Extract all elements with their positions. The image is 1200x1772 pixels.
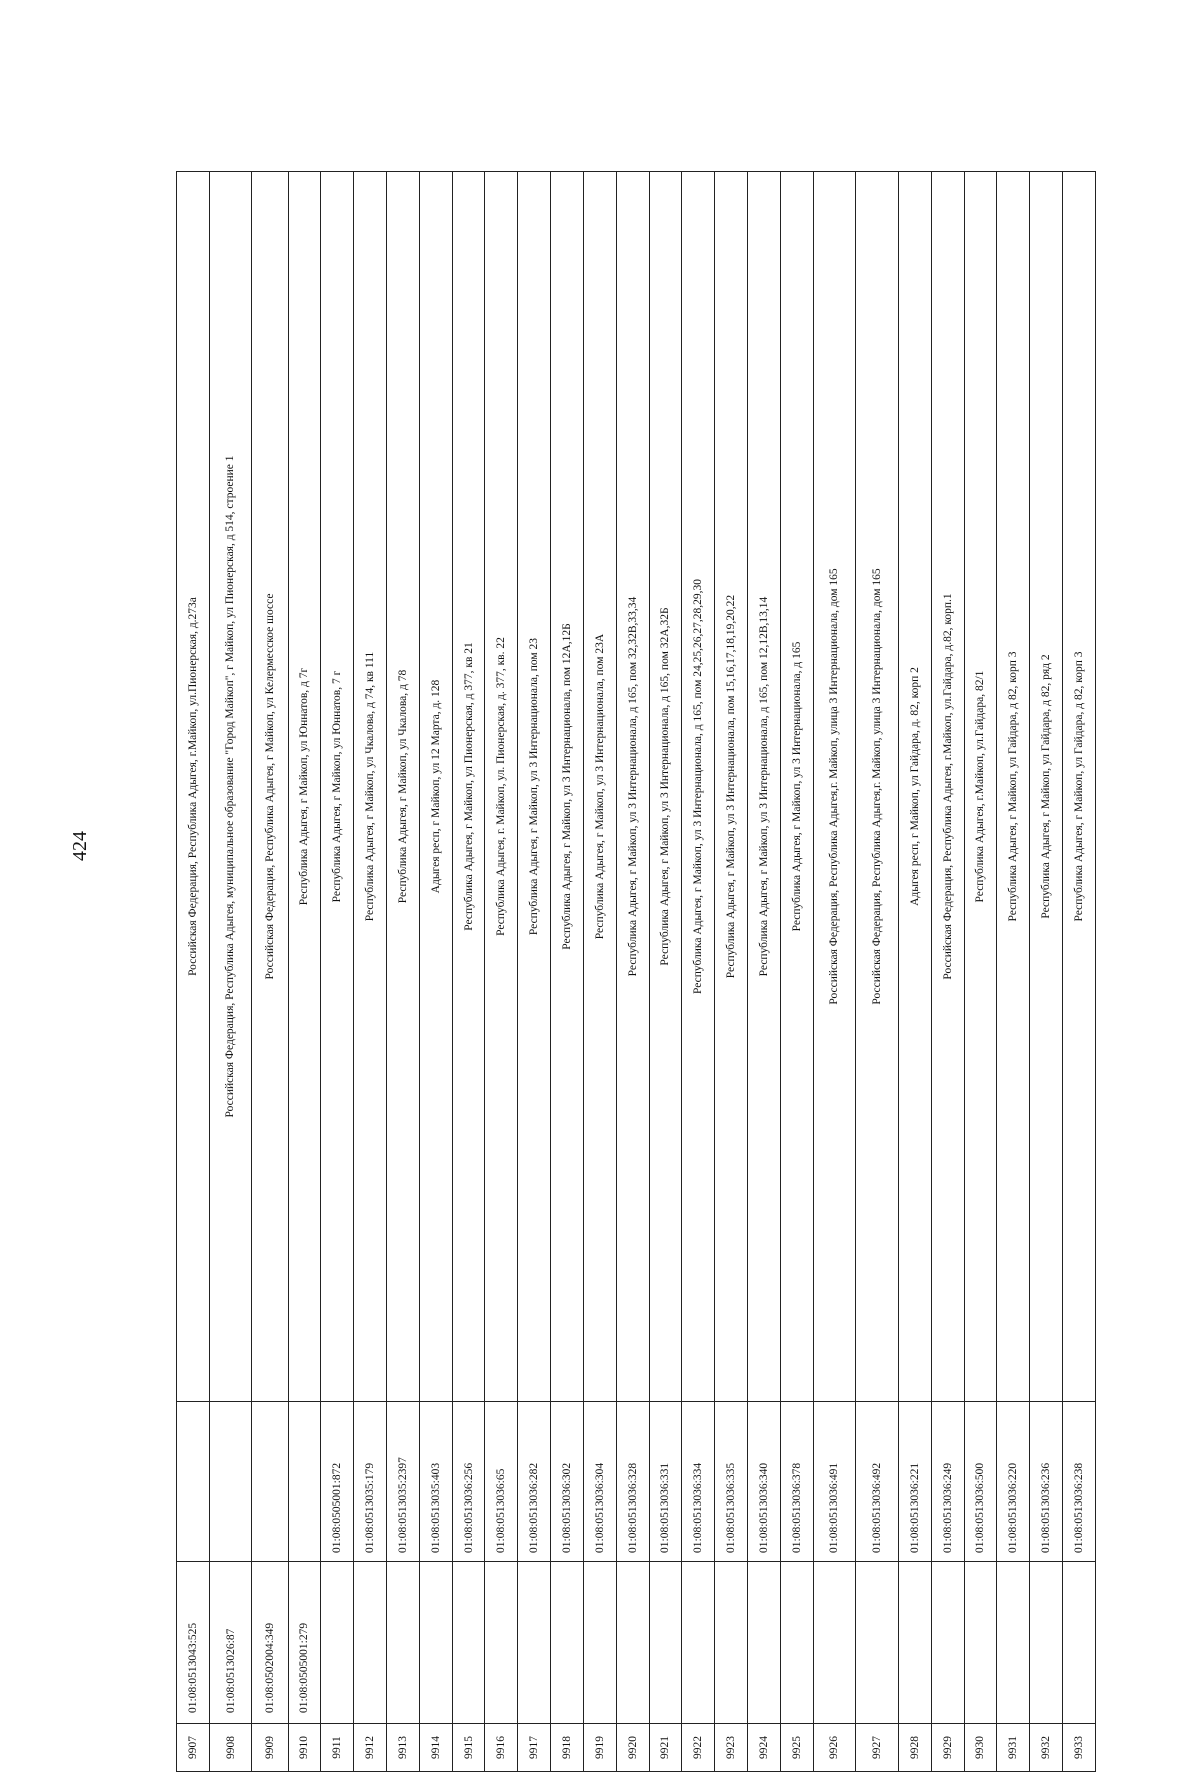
- cadastral-number-b: 01:08:0513036:256: [452, 1402, 485, 1562]
- row-number: 9933: [1062, 1724, 1095, 1772]
- cadastral-number-b: 01:08:0513036:491: [813, 1402, 856, 1562]
- row-number: 9924: [747, 1724, 780, 1772]
- address-cell: Республика Адыгея, г Майкоп, ул Гайдара, д 82, корп 3: [997, 172, 1030, 1402]
- cadastral-number-b: 01:08:0513035:179: [354, 1402, 387, 1562]
- table-row: [747, 172, 780, 1772]
- cadastral-number-b: 01:08:0513036:282: [518, 1402, 551, 1562]
- row-number: 9915: [452, 1724, 485, 1772]
- address-cell: Адыгея респ, г Майкоп, ул 12 Марта, д. 128: [419, 172, 452, 1402]
- cadastral-number-b: [177, 1402, 210, 1562]
- page-number: 424: [69, 831, 91, 861]
- cadastral-number-a: [856, 1562, 899, 1724]
- table-row: [813, 172, 856, 1772]
- address-cell: Республика Адыгея, г Майкоп, ул Гайдара, д 82, корп 3: [1062, 172, 1095, 1402]
- cadastral-number-b: 01:08:0513036:492: [856, 1402, 899, 1562]
- address-cell: Республика Адыгея, г Майкоп, ул Юннатов, 7 г: [321, 172, 354, 1402]
- row-number: 9919: [583, 1724, 616, 1772]
- table-row: [997, 172, 1030, 1772]
- cadastral-number-a: [682, 1562, 715, 1724]
- cadastral-number-a: 01:08:0505001:279: [288, 1562, 321, 1724]
- table-row: [931, 172, 964, 1772]
- cadastral-number-b: 01:08:0513036:304: [583, 1402, 616, 1562]
- cadastral-number-b: [288, 1402, 321, 1562]
- cadastral-number-a: [387, 1562, 420, 1724]
- table-row: [321, 172, 354, 1772]
- row-number: 9922: [682, 1724, 715, 1772]
- cadastral-number-a: [997, 1562, 1030, 1724]
- cadastral-number-a: [649, 1562, 682, 1724]
- address-cell: Российская Федерация, Республика Адыгея, г Майкоп, ул Келермесское шоссе: [252, 172, 288, 1402]
- row-number: 9921: [649, 1724, 682, 1772]
- table-row: [649, 172, 682, 1772]
- cadastral-number-a: [485, 1562, 518, 1724]
- cadastral-number-a: 01:08:0502004:349: [252, 1562, 288, 1724]
- row-number: 9918: [551, 1724, 584, 1772]
- table-row: [485, 172, 518, 1772]
- row-number: 9920: [616, 1724, 649, 1772]
- row-number: 9910: [288, 1724, 321, 1772]
- cadastral-number-b: 01:08:0513036:236: [1030, 1402, 1063, 1562]
- cadastral-number-b: 01:08:0513035:2397: [387, 1402, 420, 1562]
- address-cell: Адыгея респ, г Майкоп, ул Гайдара, д. 82, корп 2: [898, 172, 931, 1402]
- address-cell: Республика Адыгея, г Майкоп, ул 3 Интернационала, пом 23: [518, 172, 551, 1402]
- row-number: 9925: [780, 1724, 813, 1772]
- row-number: 9923: [715, 1724, 748, 1772]
- address-cell: Республика Адыгея, г Майкоп, ул Гайдара, д 82, ряд 2: [1030, 172, 1063, 1402]
- row-number: 9927: [856, 1724, 899, 1772]
- cadastral-number-b: 01:08:0513036:65: [485, 1402, 518, 1562]
- registry-table-body: [177, 172, 1096, 1772]
- table-row: [518, 172, 551, 1772]
- address-cell: Республика Адыгея, г Майкоп, ул 3 Интернационала, пом 23А: [583, 172, 616, 1402]
- cadastral-number-a: [616, 1562, 649, 1724]
- address-cell: Российская Федерация, Республика Адыгея, г.Майкоп, ул.Гайдара, д.82, корп.1: [931, 172, 964, 1402]
- table-row: [387, 172, 420, 1772]
- table-row: [209, 172, 252, 1772]
- address-cell: Российская Федерация, Республика Адыгея, г.Майкоп, ул.Пионерская, д.273а: [177, 172, 210, 1402]
- table-row: [898, 172, 931, 1772]
- cadastral-number-a: 01:08:0513026:87: [209, 1562, 252, 1724]
- address-cell: Республика Адыгея, г Майкоп, ул 3 Интернационала, д 165, пом 24,25,26,27,28,29,30: [682, 172, 715, 1402]
- cadastral-number-a: [813, 1562, 856, 1724]
- cadastral-number-a: [1062, 1562, 1095, 1724]
- table-row: [288, 172, 321, 1772]
- cadastral-number-a: [964, 1562, 997, 1724]
- row-number: 9909: [252, 1724, 288, 1772]
- cadastral-number-b: 01:08:0513036:500: [964, 1402, 997, 1562]
- cadastral-number-a: [1030, 1562, 1063, 1724]
- cadastral-number-b: 01:08:0513035:403: [419, 1402, 452, 1562]
- cadastral-number-b: 01:08:0513036:249: [931, 1402, 964, 1562]
- address-cell: Республика Адыгея, г Майкоп, ул 3 Интернационала, д 165, пом 12,12В,13,14: [747, 172, 780, 1402]
- cadastral-number-a: [551, 1562, 584, 1724]
- row-number: 9930: [964, 1724, 997, 1772]
- table-row: [583, 172, 616, 1772]
- address-cell: Республика Адыгея, г Майкоп, ул 3 Интернационала, д 165: [780, 172, 813, 1402]
- table-row: [780, 172, 813, 1772]
- cadastral-number-b: [252, 1402, 288, 1562]
- table-row: [252, 172, 288, 1772]
- address-cell: Республика Адыгея, г.Майкоп, ул.Гайдара, 82/1: [964, 172, 997, 1402]
- row-number: 9916: [485, 1724, 518, 1772]
- table-row: [616, 172, 649, 1772]
- row-number: 9928: [898, 1724, 931, 1772]
- rotated-table-frame: [176, 172, 1096, 1772]
- row-number: 9908: [209, 1724, 252, 1772]
- cadastral-number-a: [419, 1562, 452, 1724]
- address-cell: Республика Адыгея, г Майкоп, ул Чкалова, д 78: [387, 172, 420, 1402]
- table-row: [452, 172, 485, 1772]
- address-cell: Республика Адыгея, г Майкоп, ул 3 Интернационала, пом 15,16,17,18,19,20,22: [715, 172, 748, 1402]
- cadastral-number-b: 01:08:0513036:331: [649, 1402, 682, 1562]
- row-number: 9914: [419, 1724, 452, 1772]
- cadastral-number-a: [780, 1562, 813, 1724]
- address-cell: Республика Адыгея, г Майкоп, ул Пионерская, д 377, кв 21: [452, 172, 485, 1402]
- cadastral-number-b: [209, 1402, 252, 1562]
- cadastral-number-b: 01:08:0513036:378: [780, 1402, 813, 1562]
- cadastral-number-a: [715, 1562, 748, 1724]
- cadastral-number-b: 01:08:0513036:220: [997, 1402, 1030, 1562]
- cadastral-number-b: 01:08:0513036:340: [747, 1402, 780, 1562]
- table-row: [551, 172, 584, 1772]
- address-cell: Российская Федерация, Республика Адыгея,г. Майкоп, улица 3 Интернационала, дом 165: [856, 172, 899, 1402]
- table-row: [964, 172, 997, 1772]
- row-number: 9913: [387, 1724, 420, 1772]
- row-number: 9917: [518, 1724, 551, 1772]
- row-number: 9932: [1030, 1724, 1063, 1772]
- table-row: [682, 172, 715, 1772]
- cadastral-number-b: 01:08:0513036:221: [898, 1402, 931, 1562]
- cadastral-number-b: 01:08:0505001:872: [321, 1402, 354, 1562]
- cadastral-number-a: [583, 1562, 616, 1724]
- table-row: [1030, 172, 1063, 1772]
- cadastral-number-b: 01:08:0513036:334: [682, 1402, 715, 1562]
- address-cell: Республика Адыгея, г Майкоп, ул 3 Интернационала, пом 12А,12Б: [551, 172, 584, 1402]
- table-row: [419, 172, 452, 1772]
- row-number: 9912: [354, 1724, 387, 1772]
- row-number: 9929: [931, 1724, 964, 1772]
- address-cell: Российская Федерация, Республика Адыгея, муниципальное образование "Город Майкоп", г Майкоп, ул Пионерская, д 514, строение 1: [209, 172, 252, 1402]
- cadastral-number-b: 01:08:0513036:328: [616, 1402, 649, 1562]
- cadastral-number-b: 01:08:0513036:335: [715, 1402, 748, 1562]
- cadastral-number-a: [321, 1562, 354, 1724]
- row-number: 9911: [321, 1724, 354, 1772]
- cadastral-number-b: 01:08:0513036:302: [551, 1402, 584, 1562]
- row-number: 9907: [177, 1724, 210, 1772]
- cadastral-number-b: 01:08:0513036:238: [1062, 1402, 1095, 1562]
- table-row: [715, 172, 748, 1772]
- address-cell: Республика Адыгея, г Майкоп, ул 3 Интернационала, д 165, пом 32,32В,33,34: [616, 172, 649, 1402]
- table-row: [354, 172, 387, 1772]
- table-row: [856, 172, 899, 1772]
- cadastral-number-a: [898, 1562, 931, 1724]
- address-cell: Республика Адыгея, г Майкоп, ул 3 Интернационала, д 165, пом 32А,32Б: [649, 172, 682, 1402]
- table-row: [1062, 172, 1095, 1772]
- cadastral-number-a: [354, 1562, 387, 1724]
- cadastral-number-a: [931, 1562, 964, 1724]
- cadastral-number-a: 01:08:0513043:525: [177, 1562, 210, 1724]
- row-number: 9926: [813, 1724, 856, 1772]
- address-cell: Республика Адыгея, г Майкоп, ул Чкалова, д 74, кв 111: [354, 172, 387, 1402]
- registry-table: [176, 171, 1096, 1772]
- table-row: [177, 172, 210, 1772]
- address-cell: Российская Федерация, Республика Адыгея,г. Майкоп, улица 3 Интернационала, дом 165: [813, 172, 856, 1402]
- address-cell: Республика Адыгея, г. Майкоп, ул. Пионерская, д. 377, кв. 22: [485, 172, 518, 1402]
- cadastral-number-a: [452, 1562, 485, 1724]
- address-cell: Республика Адыгея, г Майкоп, ул Юннатов, д 7г: [288, 172, 321, 1402]
- row-number: 9931: [997, 1724, 1030, 1772]
- cadastral-number-a: [747, 1562, 780, 1724]
- cadastral-number-a: [518, 1562, 551, 1724]
